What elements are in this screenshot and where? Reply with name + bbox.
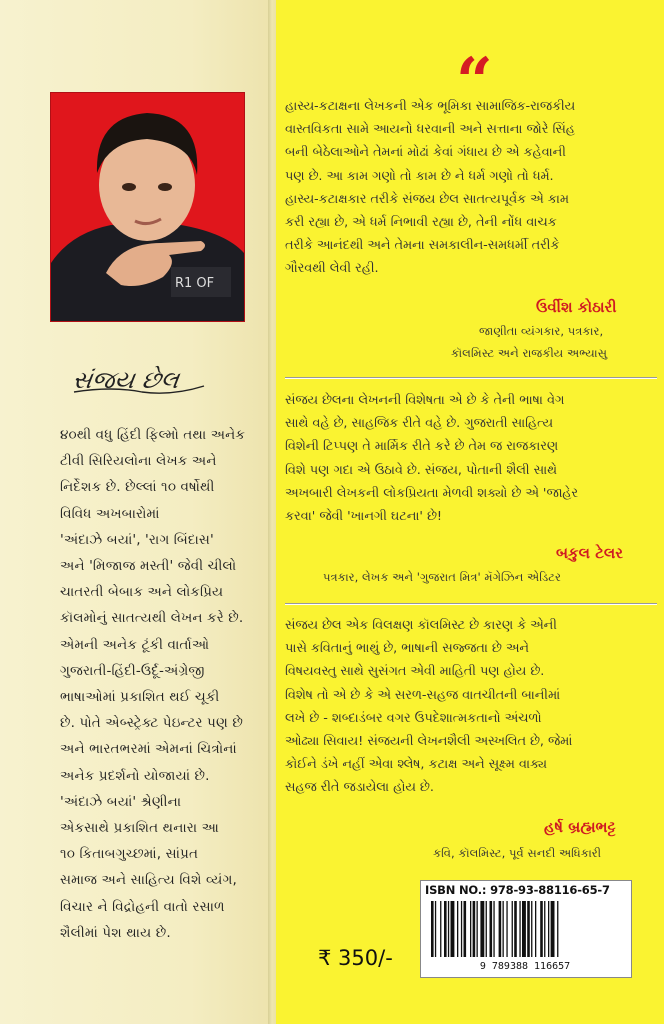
isbn-number: ISBN NO.: 978-93-88116-65-7 bbox=[425, 883, 610, 897]
barcode-bar bbox=[451, 901, 455, 957]
barcode-bar bbox=[435, 901, 436, 957]
barcode-bar bbox=[557, 901, 558, 957]
barcode-bar bbox=[548, 901, 549, 957]
barcode-bar bbox=[461, 901, 462, 957]
barcode-bar bbox=[448, 901, 449, 957]
review-author: હર્ષ બ્રહ્મભટ્ટ bbox=[544, 818, 616, 836]
bio-line: શૈલીમાં પેશ થાય છે. bbox=[60, 924, 171, 941]
barcode-bar bbox=[522, 901, 526, 957]
bio-line: કૉલમોનું સાતત્યથી લેખન કરે છે. bbox=[60, 610, 244, 627]
barcode-bar bbox=[493, 901, 494, 957]
bio-line: ભાષાઓમાં પ્રકાશિત થઈ ચૂકી bbox=[60, 689, 220, 706]
review-line: કરવા' જેવી 'ખાનગી ઘટના' છે! bbox=[285, 509, 443, 525]
review-author: બકુલ ટેલર bbox=[556, 544, 624, 562]
bio-line: ૧૦ કિતાબગુચ્છમાં, સાંપ્રત bbox=[60, 846, 199, 863]
review-line: ગૌરવથી લેવી રહી. bbox=[285, 261, 379, 277]
review-line: કોઈને ડંખે નહીં એવા શ્લેષ, કટાક્ષ અને સૂક્ષ્મ વાક્ય bbox=[285, 757, 548, 773]
review-author-role: પત્રકાર, લેખક અને 'ગુજરાત મિત્ર' મૅગેઝિન એડિટર bbox=[323, 570, 562, 584]
review-line: હાસ્ય-કટાક્ષકાર તરીકે સંજય છેલ સાતત્યપૂર્વક એ કામ bbox=[285, 191, 569, 207]
barcode-bar bbox=[527, 901, 530, 957]
barcode-bar bbox=[486, 901, 487, 957]
price-label: ₹ 350/- bbox=[318, 946, 393, 970]
review-line: વિષયવસ્તુ સાથે સુસંગત એવી માહિતી પણ હોય છે. bbox=[285, 664, 545, 680]
bio-line: વિવિધ અખબારોમાં bbox=[60, 505, 160, 522]
review-bakul-tailor bbox=[285, 389, 653, 528]
review-line: પણ છે. આ કામ ગણો તો કામ છે ને ધર્મ ગણો તો ધર્મ. bbox=[285, 168, 554, 184]
review-author-role: કૉલમિસ્ટ અને રાજકીય અભ્યાસુ bbox=[451, 346, 608, 360]
barcode-icon bbox=[425, 899, 625, 971]
barcode-bar bbox=[531, 901, 532, 957]
svg-text:સંજય છેલ: સંજય છેલ bbox=[72, 366, 181, 394]
barcode-bar bbox=[540, 901, 543, 957]
bio-line: વિચાર ને વિદ્રોહની વાતો રસાળ bbox=[60, 898, 225, 915]
barcode-bar bbox=[499, 901, 502, 957]
barcode-bar bbox=[519, 901, 520, 957]
barcode-bar bbox=[444, 901, 447, 957]
review-urvish-kothari bbox=[285, 95, 653, 281]
review-line: બની બેઠેલાઓને તેમનાં મોઢાં કેવાં ગંધાય છે એ કહેવાની bbox=[285, 145, 566, 161]
review-line: કરી રહ્યા છે, એ ધર્મ નિભાવી રહ્યા છે, તેની નોંધ વાચક bbox=[285, 215, 557, 231]
review-author-role: કવિ, કૉલમિસ્ટ, પૂર્વ સનદી અધિકારી bbox=[433, 846, 602, 860]
review-line: ઓઢ્યા સિવાય! સંજયની લેખનશૈલી અસ્ખલિત છે, જેમાં bbox=[285, 734, 573, 750]
bio-line: અને ભારતભરમાં એમનાં ચિત્રોનાં bbox=[60, 741, 237, 758]
barcode-bar bbox=[464, 901, 467, 957]
review-line: પાસે કવિતાનું ભાથું છે, ભાષાની સજ્જતા છે અને bbox=[285, 641, 529, 657]
barcode-bar bbox=[514, 901, 517, 957]
review-line: હાસ્ય-કટાક્ષના લેખકની એક ભૂમિકા સામાજિક-રાજકીય bbox=[285, 99, 576, 114]
signature-icon bbox=[72, 356, 212, 400]
review-line: લખે છે - શબ્દાડંબર વગર ઉપદેશાત્મકતાનો અંચળો bbox=[285, 710, 542, 726]
bio-line: એમની અનેક ટૂંકી વાર્તાઓ bbox=[60, 636, 210, 653]
bio-line: એકસાથે પ્રકાશિત થનારા આ bbox=[60, 820, 220, 837]
author-photo bbox=[50, 92, 245, 322]
isbn-barcode bbox=[420, 880, 632, 978]
author-photo-icon bbox=[51, 93, 244, 321]
barcode-bar bbox=[440, 901, 441, 957]
review-harsh-brahmbhatt bbox=[285, 614, 653, 800]
barcode-bar bbox=[480, 901, 484, 957]
barcode-bar bbox=[503, 901, 504, 957]
barcode-bar bbox=[457, 901, 458, 957]
author-bio bbox=[60, 422, 266, 946]
review-author: ઉર્વીશ કોઠારી bbox=[536, 298, 617, 316]
barcode-bar bbox=[544, 901, 545, 957]
review-line: વિશેની ટિપ્પણ તે માર્મિક રીતે કરે છે તેમ જ રાજકારણ bbox=[285, 439, 559, 455]
bio-line: ગુજરાતી-હિંદી-ઉર્દૂ-અંગ્રેજી bbox=[60, 662, 205, 679]
barcode-bar bbox=[512, 901, 513, 957]
review-line: સંજય છેલ એક વિલક્ષણ કૉલમિસ્ટ છે કારણ કે એની bbox=[285, 618, 557, 633]
bio-line: 'અંદાઝે બયાં', 'રાગ બિંદાસ' bbox=[60, 531, 214, 548]
review-line: વિશે પણ ગદા એ ઉઠાવે છે. સંજય, પોતાની શૈલી સાથે bbox=[285, 462, 557, 478]
quote-mark-icon: “ bbox=[456, 44, 493, 119]
barcode-bar bbox=[535, 901, 536, 957]
author-signature bbox=[72, 356, 212, 400]
barcode-bar bbox=[490, 901, 493, 957]
bio-line: સમાજ અને સાહિત્ય વિશે વ્યંગ, bbox=[60, 872, 237, 889]
barcode-bar bbox=[431, 901, 434, 957]
divider bbox=[285, 603, 657, 605]
bio-line: ટીવી સિરિયલોના લેખક અને bbox=[60, 453, 217, 470]
bio-line: અનેક પ્રદર્શનો યોજાયાં છે. bbox=[60, 767, 210, 784]
bio-line: 'અંદાઝે બયાં' શ્રેણીના bbox=[60, 793, 182, 810]
review-line: અખબારી લેખકની લોકપ્રિયતા મેળવી શક્યો છે એ 'જાહેર bbox=[285, 485, 578, 501]
bio-line: નિર્દેશક છે. છેલ્લાં ૧૦ વર્ષોથી bbox=[60, 479, 215, 496]
review-line: સાથે વહે છે, સાહજિક રીતે વહે છે. ગુજરાતી સાહિત્ય bbox=[285, 416, 553, 432]
svg-text:R1 OF: R1 OF bbox=[175, 276, 215, 291]
review-line: વાસ્તવિકતા સામે આયનો ધરવાની અને સત્તાના જોરે સિંહ bbox=[285, 122, 575, 138]
barcode-bar bbox=[470, 901, 471, 957]
barcode-digits: 9 789388 116657 bbox=[479, 961, 571, 971]
bio-line: ૪૦થી વધુ હિંદી ફિલ્મો તથા અનેક bbox=[60, 427, 246, 443]
barcode-bar bbox=[473, 901, 476, 957]
review-author-role: જાણીતા વ્યંગકાર, પત્રકાર, bbox=[479, 324, 604, 338]
review-line: વિશેષ તો એ છે કે એ સરળ-સહજ વાતચીતની બાનીમાં bbox=[285, 687, 561, 703]
review-line: સહજ રીતે જડાયેલા હોય છે. bbox=[285, 780, 434, 796]
bio-line: છે. પોતે એબ્સ્ટ્રેક્ટ પેઇન્ટર પણ છે bbox=[60, 715, 243, 732]
divider bbox=[285, 377, 657, 379]
barcode-bar bbox=[477, 901, 478, 957]
review-line: સંજય છેલના લેખનની વિશેષતા એ છે કે તેની ભાષા વેગ bbox=[285, 393, 565, 408]
barcode-bar bbox=[551, 901, 555, 957]
bio-line: ચાતરતી બેબાક અને લોકપ્રિય bbox=[60, 584, 224, 601]
barcode-bar bbox=[506, 901, 507, 957]
review-line: તરીકે આનંદથી અને તેમના સમકાલીન-સમધર્મી તરીકે bbox=[285, 238, 560, 254]
bio-line: અને 'મિજાજ મસ્તી' જેવી ચીલો bbox=[60, 558, 237, 575]
